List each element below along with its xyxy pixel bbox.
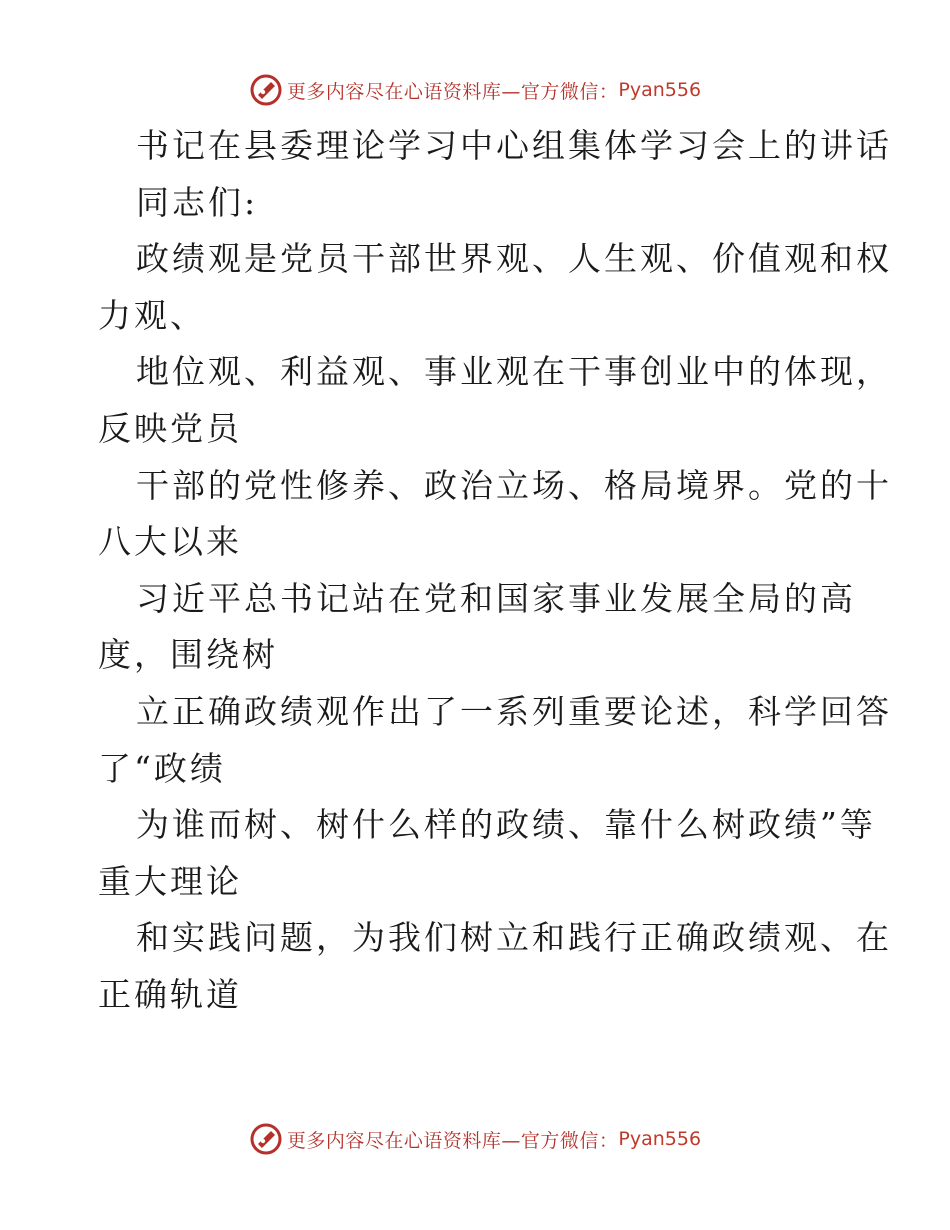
text-line: 正确轨道 — [98, 974, 242, 1014]
text-line: 反映党员 — [98, 408, 242, 448]
brand-logo-icon — [249, 1122, 283, 1156]
footer-banner — [0, 1119, 950, 1159]
text-line: 重大理论 — [98, 861, 242, 901]
banner-wechat-id: Pyan556 — [618, 1128, 702, 1150]
text-line: 同志们: — [136, 182, 259, 222]
text-line: 立正确政绩观作出了一系列重要论述，科学回答 — [136, 691, 892, 731]
banner-wechat-id: Pyan556 — [618, 79, 702, 101]
document-title-line: 书记在县委理论学习中心组集体学习会上的讲话 — [136, 126, 892, 165]
text-line: 度，围绕树 — [98, 635, 278, 675]
header-banner — [0, 70, 950, 110]
document-body — [98, 118, 892, 1024]
text-line: 八大以来 — [98, 522, 242, 562]
text-line: 习近平总书记站在党和国家事业发展全局的高 — [136, 578, 856, 618]
text-line: 政绩观是党员干部世界观、人生观、价值观和权 — [136, 239, 892, 279]
text-line: 为谁而树、树什么样的政绩、靠什么树政绩”等 — [136, 805, 876, 845]
text-line: 和实践问题，为我们树立和践行正确政绩观、在 — [136, 918, 892, 958]
text-line: 干部的党性修养、政治立场、格局境界。党的十 — [136, 465, 892, 505]
text-line: 力观、 — [98, 295, 206, 335]
text-line: 地位观、利益观、事业观在干事创业中的体现， — [136, 352, 892, 392]
brand-logo-icon — [249, 73, 283, 107]
text-line: 了“政绩 — [98, 748, 226, 788]
banner-text: 更多内容尽在心语资料库—官方微信： — [286, 80, 619, 103]
banner-text: 更多内容尽在心语资料库—官方微信： — [286, 1129, 619, 1152]
